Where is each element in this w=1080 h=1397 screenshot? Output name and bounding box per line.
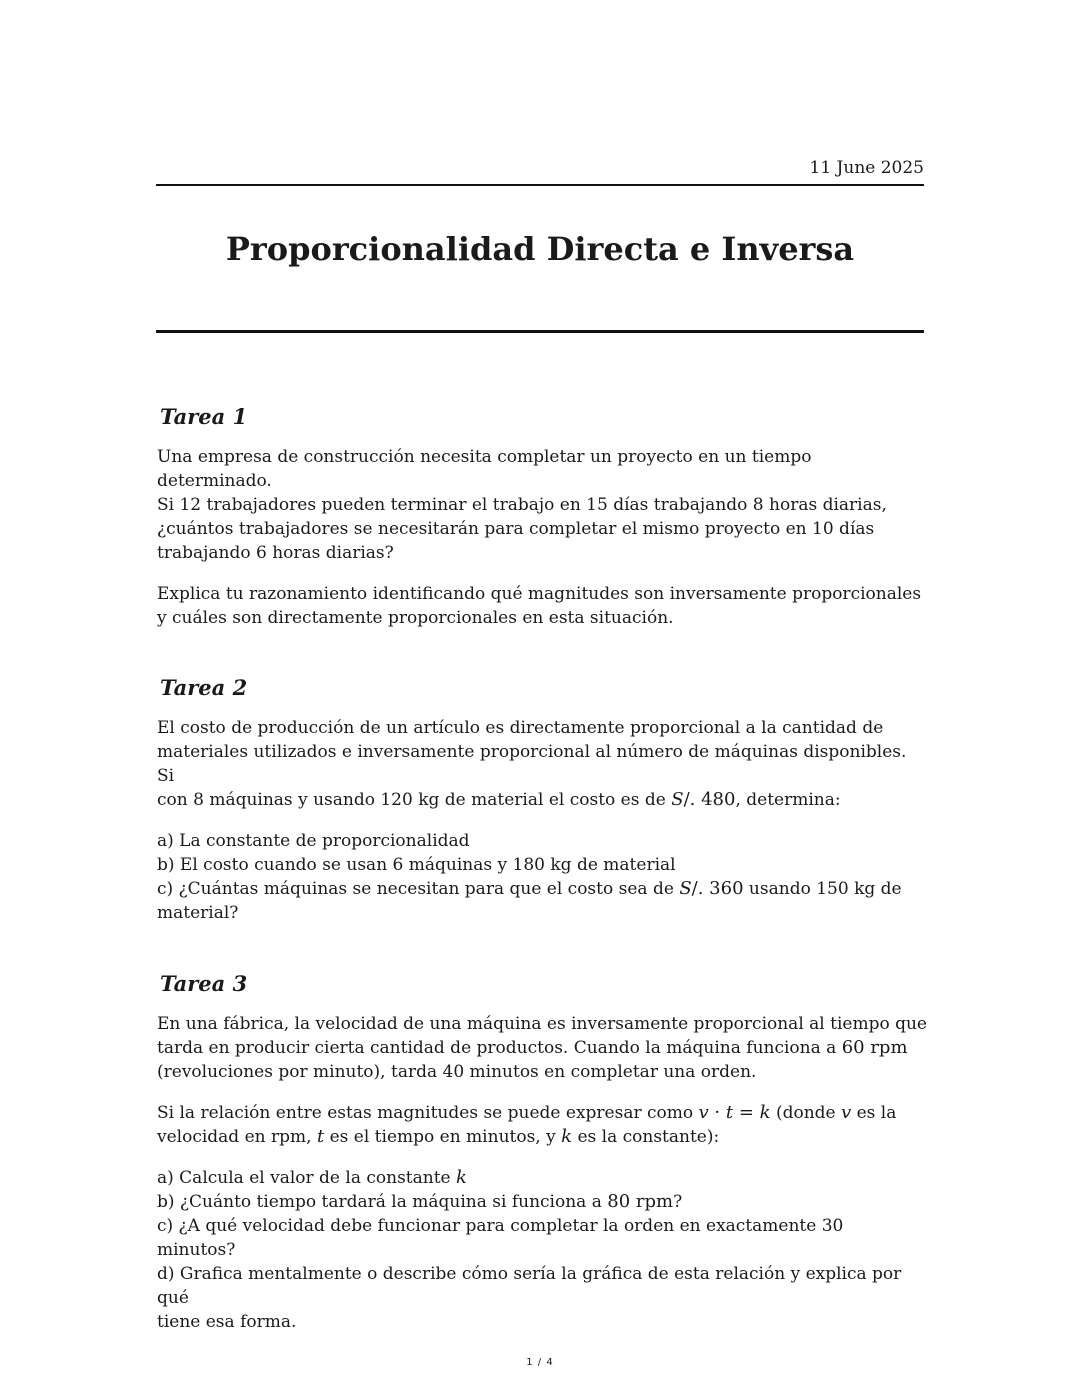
- task-3-p1-line-3: (revoluciones por minuto), tarda 40 minutos en completar una orden.: [157, 1062, 757, 1082]
- task-3-item-d-line-2: tiene esa forma.: [157, 1312, 297, 1332]
- header-rule: [156, 184, 924, 186]
- rpm-60: 60 rpm: [841, 1037, 908, 1058]
- task-2-item-b: b) El costo cuando se usan 6 máquinas y 180 kg de material: [157, 855, 676, 875]
- date: 11 June 2025: [809, 158, 924, 178]
- page-title: Proporcionalidad Directa e Inversa: [225, 230, 855, 268]
- task-1-paragraph-2: [157, 582, 927, 630]
- cost-formula: S/. 480: [671, 789, 736, 810]
- task-3-item-a: a) Calcula el valor de la constante: [157, 1168, 457, 1188]
- task-1-p2-line-2: y cuáles son directamente proporcionales en esta situación.: [157, 608, 674, 628]
- formula-vtk: v · t = k: [698, 1102, 771, 1123]
- task-1-heading: Tarea 1: [160, 404, 248, 429]
- task-2-p1-line-1: El costo de producción de un artículo es directamente proporcional a la cantidad de: [157, 718, 884, 738]
- task-3-p1-line-2: tarda en producir cierta cantidad de productos. Cuando la máquina funciona a: [157, 1038, 842, 1058]
- task-3: [157, 970, 927, 1334]
- task-3-heading: Tarea 3: [160, 971, 248, 996]
- task-2-item-a: a) La constante de proporcionalidad: [157, 831, 470, 851]
- task-2-item-c-line-2: material?: [157, 903, 239, 923]
- task-1-p2-line-1: Explica tu razonamiento identificando qué magnitudes son inversamente proporcionales: [157, 584, 922, 604]
- task-2-list: a) La constante de proporcionalidad b) El costo cuando se usan 6 máquinas y 180 kg de material c) ¿Cuántas máquinas se necesitan para que el costo sea de S/. 360 usando 150 kg de material?: [157, 831, 902, 923]
- task-2: [157, 674, 927, 925]
- task-1-p1-line-4: trabajando 6 horas diarias?: [157, 543, 394, 563]
- task-2-item-c: c) ¿Cuántas máquinas se necesitan para que el costo sea de: [157, 879, 680, 899]
- rpm-80: 80 rpm: [607, 1191, 674, 1212]
- task-3-p1-line-1: En una fábrica, la velocidad de una máquina es inversamente proporcional al tiempo que: [157, 1014, 927, 1034]
- page-number: 1 / 4: [526, 1357, 554, 1368]
- task-1-p1-line-3: ¿cuántos trabajadores se necesitarán para completar el mismo proyecto en 10 días: [157, 519, 875, 539]
- task-2-paragraph-1: El costo de producción de un artículo es directamente proporcional a la cantidad de materiales utilizados e inversamente proporcional al número de máquinas disponibles. Si con 8 máquinas y usando 120 kg de material el costo es de S/. 480, determina:: [157, 718, 907, 810]
- task-3-item-d: d) Grafica mentalmente o describe cómo sería la gráfica de esta relación y explica por qué: [157, 1264, 902, 1308]
- cost-formula-c: S/. 360: [679, 878, 744, 899]
- title-rule: [156, 330, 924, 333]
- task-1-p1-line-1: Una empresa de construcción necesita completar un proyecto en un tiempo determinado.: [157, 447, 812, 491]
- task-1-paragraph-1: [157, 445, 927, 565]
- task-3-paragraph-2: Si la relación entre estas magnitudes se puede expresar como v · t = k (donde v es la velocidad en rpm, t es el tiempo en minutos, y k es la constante):: [157, 1102, 897, 1147]
- task-1: [157, 403, 927, 630]
- task-3-item-c: c) ¿A qué velocidad debe funcionar para completar la orden en exactamente 30 minutos?: [157, 1216, 844, 1260]
- task-2-heading: Tarea 2: [160, 675, 248, 700]
- task-3-paragraph-1: [157, 1012, 927, 1084]
- task-2-p1-line-2: materiales utilizados e inversamente proporcional al número de máquinas disponibles. Si: [157, 742, 907, 786]
- task-3-item-b: b) ¿Cuánto tiempo tardará la máquina si funciona a: [157, 1192, 608, 1212]
- task-1-p1-line-2: Si 12 trabajadores pueden terminar el trabajo en 15 días trabajando 8 horas diarias,: [157, 495, 887, 515]
- task-2-p1-line-3: con 8 máquinas y usando 120 kg de material el costo es de: [157, 790, 672, 810]
- task-3-list: a) Calcula el valor de la constante k b) ¿Cuánto tiempo tardará la máquina si funciona a 80 rpm? c) ¿A qué velocidad debe funcionar para completar la orden en exactamente 30 minutos? d) Grafica mentalmente o describe cómo sería la gráfica de esta relación y explica por qué tiene esa forma.: [157, 1167, 902, 1332]
